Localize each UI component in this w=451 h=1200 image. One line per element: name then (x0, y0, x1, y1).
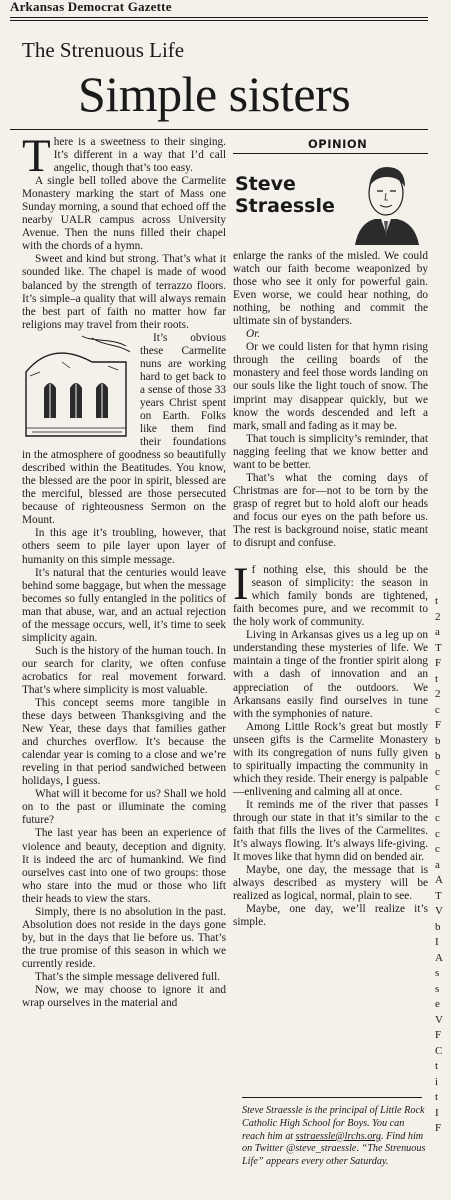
clipped-letter: T (435, 641, 442, 654)
masthead-rule-thin (10, 20, 428, 21)
paragraph (233, 558, 428, 629)
clipped-letter: F (435, 657, 442, 669)
clipped-letter: t (435, 1091, 439, 1103)
author-name (235, 173, 335, 217)
paragraph: This concept seems more tangible in these days between Thanksgiving and the New Year, these days that families gather and churches overflow. It’s because the calendar year is coming to a close and we’re reveling in that period sandwiched between holidays, I guess. (22, 697, 226, 788)
clipped-letter: 2 (435, 688, 441, 700)
paragraph: Such is the history of the human touch. In our search for clarity, we often confuse acrobatics for real movement forward. That’s where simplicity is most valuable. (22, 644, 226, 696)
clipped-letter: c (435, 812, 440, 824)
clipped-letter: e (435, 998, 440, 1010)
opinion-header (233, 135, 428, 247)
clipped-letter: I (435, 796, 439, 809)
drop-cap: I (233, 558, 249, 611)
masthead-rule (10, 17, 428, 18)
paragraph: Among Little Rock’s great but mostly unseen gifts is the Carmelite Monastery with its congregation of nuns fully given to spiritually impacting the community in which they reside. Their energy is palpable—enlivening and calming all at once. (233, 720, 428, 798)
author-first-name: Steve (235, 173, 296, 195)
paragraph: That touch is simplicity’s reminder, that nagging feeling that we know better and want to be better. (233, 432, 428, 471)
clipped-letter: a (435, 858, 440, 871)
paragraph: In this age it’s troubling, however, that others seem to pile layer upon layer of humanity on this simple message. (22, 527, 226, 566)
paragraph (22, 130, 226, 182)
paragraph: Simply, there is no absolution in the past. Absolution does not reside in the days gone by, but in the days that lie before us. That’s the true promise of this season in which we currently reside. (22, 905, 226, 970)
paragraph: Or we could listen for that hymn rising through the ceiling boards of the monastery and feel those words landing on our souls like the light touch of snow. The imprint may disappear quickly, but we know the words descended and left a mark, small and fading as it may be. (233, 341, 428, 432)
paragraph-text: f nothing else, this should be the season of simplicity: the season in which family bonds are tightened, faith becomes pure, and we recommit to the holy work of community. (233, 564, 428, 629)
clipped-letter: C (435, 1044, 443, 1057)
paragraph: The last year has been an experience of violence and beauty, deception and dignity. It is indeed the arc of humankind. We find ourselves cast into one of two groups: those who stare into the mud or those who lift their heads to view the stars. (22, 827, 226, 905)
clipped-letter: I (435, 1106, 439, 1119)
paragraph: It’s natural that the centuries would leave behind some baggage, but when the message becomes so fully entangled in the politics of man that abuse, war, and an actual rejection of the message occurs, well, it’s time to seek simplicity again. (22, 566, 226, 644)
paragraph: What will it become for us? Shall we hold on to the past or illuminate the coming future? (22, 788, 226, 827)
paragraph: Maybe, one day, we’ll realize it’s simple. (233, 903, 428, 929)
paragraph: It’s obvious these Carmelite nuns are working hard to get back to a sense of those 33 years Christ spent on Earth. Folks like them find their foundations in the atmosphere of goodness so beautifully described within the Beatitudes. You know, the blessed are the poor in spirit, blessed are the merciful, blessed are those persecuted because of righteousness Sermon on the Mount. (22, 331, 226, 527)
clipped-letter: b (435, 734, 441, 747)
author-last-name: Straessle (235, 195, 335, 217)
clipped-letter: s (435, 982, 440, 995)
clipped-letter: t (435, 1060, 439, 1072)
paragraph: A single bell tolled above the Carmelite Monastery marking the start of Mass one Sunday morning, a sound that echoed off the nearby UALR campus across University Avenue. Then the nuns filled their chapel with the chords of a hymn. (22, 175, 226, 253)
opinion-label: OPINION (308, 137, 368, 151)
clipped-letter: t (435, 672, 439, 685)
paragraph: It reminds me of the river that passes through our state in that it’s similar to the faith that fills the lives of the Carmelites. It’s always flowing. It’s always life-giving. It moves like that hymn did on bended air. (233, 798, 428, 864)
paragraph: Living in Arkansas gives us a leg up on understanding these mysteries of life. We maintain a tinge of the frontier spirit along with a dash of innovation and an appreciation of the outdoors. We Arkansans easily find ourselves in tune with the symphonies of nature. (233, 629, 428, 720)
paragraph-text: here is a sweetness to their singing. It’s different in a way that I’d call angelic, though that’s too easy. (53, 136, 226, 175)
column-title: The Strenuous Life (22, 38, 185, 62)
clipped-letter: F (435, 719, 442, 731)
bio-text-end: . Find him on Twitter @steve_straessle. “The Strenuous Life” appears every other Saturday. (242, 1130, 426, 1168)
paragraph: That’s the simple message delivered full. (35, 971, 221, 983)
clipped-letter: s (435, 967, 440, 979)
bio-text: Steve Straessle is the principal of Little Rock Catholic High School for Boys. You can reach him at (242, 1105, 425, 1142)
paragraph: Now, we may choose to ignore it and wrap ourselves in the material and (22, 984, 226, 1010)
author-portrait-icon (345, 157, 427, 245)
clipped-letter: c (435, 765, 440, 778)
opinion-rule (233, 153, 428, 154)
clipped-letter: c (435, 843, 440, 855)
bio-rule (242, 1097, 422, 1098)
paragraph: That’s what the coming days of Christmas are for—not to be torn by the grasp of regret but to hold aloft our heads and focus our eyes on the path before us. The rest is background noise, static meant to disrupt and confuse. (233, 471, 428, 550)
headline: Simple sisters (78, 66, 351, 122)
drop-cap: T (22, 130, 51, 182)
clipped-letter: i (435, 1075, 439, 1088)
clipped-letter: F (435, 1029, 442, 1041)
paragraph: enlarge the ranks of the misled. We could watch our faith become weaponized by those who see it only for powerful gain. Even worse, we could hear nothing, do nothing, be nothing and commit the ultimate sin of bystanders. (233, 250, 428, 328)
clipped-letter: b (435, 920, 441, 933)
article-column-right (233, 250, 428, 929)
clipped-letter: V (435, 1013, 443, 1026)
paragraph: Maybe, one day, the message that is always described as mystery will be realized as logical, normal, plain to see. (233, 864, 428, 903)
paragraph: Sweet and kind but strong. That’s what it sounded like. The chapel is made of wood balanced by the strength of terrazzo floors. It’s simple–a quality that will always remain the best part of faith no matter how far religions may travel from their roots. (22, 253, 226, 331)
clipped-letter: c (435, 827, 440, 840)
headline-rule (10, 129, 428, 130)
clipped-letter: V (435, 905, 443, 917)
clipped-letter: A (435, 951, 443, 964)
clipped-letter: c (435, 781, 440, 793)
author-bio (242, 1105, 427, 1169)
monastery-sketch (22, 332, 140, 440)
clipped-letter: b (435, 750, 441, 762)
clipped-letter: t (435, 595, 439, 607)
clipped-letter: A (435, 874, 443, 886)
clipped-letter: F (435, 1122, 442, 1134)
author-email-link[interactable]: sstraessle@lrchs.org (295, 1130, 381, 1142)
clipped-letter: a (435, 626, 440, 638)
clipped-letter: 2 (435, 610, 441, 623)
article-column-left (22, 130, 226, 1010)
masthead: Arkansas Democrat Gazette (10, 0, 172, 14)
clipped-letter: I (435, 936, 439, 948)
clipped-letter: T (435, 889, 442, 902)
clipped-letter: c (435, 703, 440, 716)
monastery-illustration-icon (22, 332, 132, 440)
section-break (233, 550, 428, 564)
paragraph: Or. (246, 328, 261, 341)
adjacent-column-edge (431, 0, 451, 1200)
